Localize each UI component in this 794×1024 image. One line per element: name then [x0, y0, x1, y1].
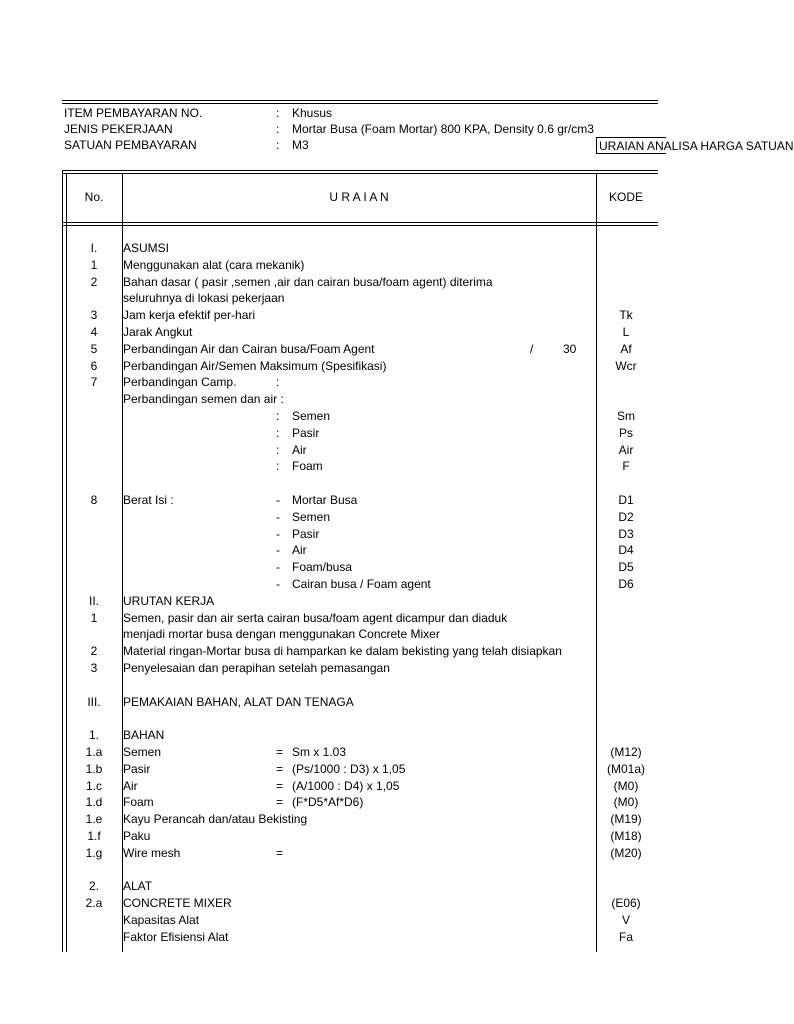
- row-description: menjadi mortar busa dengan menggunakan Concrete Mixer: [123, 627, 440, 641]
- row-description: Kapasitas Alat: [123, 913, 200, 927]
- row-number: 5: [90, 342, 98, 356]
- header-top-border-inner: [62, 103, 658, 104]
- row-description: Semen: [123, 745, 162, 759]
- row-description: URUTAN KERJA: [123, 594, 215, 608]
- row-sub-item: Air: [292, 443, 307, 457]
- row-code: D2: [618, 510, 634, 524]
- header-separator: :: [276, 122, 280, 136]
- col-header-no: No.: [84, 190, 104, 204]
- col-header-kode: KODE: [608, 190, 643, 204]
- row-separator: =: [276, 762, 284, 776]
- row-separator: =: [276, 846, 284, 860]
- row-number: 3: [90, 661, 98, 675]
- row-description: ASUMSI: [123, 241, 170, 255]
- row-code: D4: [618, 543, 634, 557]
- row-number: 1.d: [85, 795, 103, 809]
- row-separator: =: [276, 795, 284, 809]
- row-description: Perbandingan semen dan air :: [123, 392, 284, 406]
- row-number: 6: [90, 359, 98, 373]
- header-separator: :: [276, 106, 280, 120]
- row-number: 2: [90, 644, 98, 658]
- table-head-top-inner: [62, 173, 658, 174]
- row-code: Air: [618, 443, 634, 457]
- row-code: (M19): [610, 812, 642, 826]
- table-head-top: [62, 170, 658, 171]
- row-number: 2.: [88, 879, 99, 893]
- row-code: Af: [620, 342, 632, 356]
- header-value: Mortar Busa (Foam Mortar) 800 KPA, Density 0.6 gr/cm3: [292, 122, 594, 136]
- row-sub-item: (A/1000 : D4) x 1,05: [292, 779, 400, 793]
- row-sub-item: Cairan busa / Foam agent: [292, 577, 431, 591]
- row-number: III.: [87, 695, 101, 709]
- row-separator: :: [276, 426, 280, 440]
- row-sub-item: Semen: [292, 510, 331, 524]
- row-description: Paku: [123, 829, 151, 843]
- row-number: 7: [90, 375, 98, 389]
- row-code: D1: [618, 493, 634, 507]
- row-description: Menggunakan alat (cara mekanik): [123, 258, 305, 272]
- row-separator: :: [276, 409, 280, 423]
- row-code: Sm: [617, 409, 635, 423]
- row-description: Pasir: [123, 762, 151, 776]
- row-number: II.: [88, 594, 99, 608]
- row-separator: :: [276, 459, 280, 473]
- header-separator: :: [276, 138, 280, 152]
- row-description: Air: [123, 779, 138, 793]
- row-code: (M18): [610, 829, 642, 843]
- header-label: SATUAN PEMBAYARAN: [64, 138, 197, 152]
- header-value: M3: [292, 138, 309, 152]
- row-code: Ps: [618, 426, 633, 440]
- row-description: Berat Isi :: [123, 493, 174, 507]
- row-code: D5: [618, 560, 634, 574]
- row-number: 1.g: [85, 846, 103, 860]
- row-number: I.: [90, 241, 98, 255]
- row-number: 1: [90, 611, 98, 625]
- row-description: PEMAKAIAN BAHAN, ALAT DAN TENAGA: [123, 695, 354, 709]
- row-description: Perbandingan Air/Semen Maksimum (Spesifikasi): [123, 359, 387, 373]
- row-separator: -: [276, 560, 280, 574]
- row-sub-item: Semen: [292, 409, 331, 423]
- row-description: Kayu Perancah dan/atau Bekisting: [123, 812, 308, 826]
- ratio-separator: /: [530, 342, 534, 356]
- row-number: 1.: [88, 728, 99, 742]
- row-description: Perbandingan Camp.: [123, 375, 237, 389]
- row-description: Material ringan-Mortar busa di hamparkan ke dalam bekisting yang telah disiapkan: [123, 644, 562, 658]
- row-code: L: [622, 325, 630, 339]
- header-value: Khusus: [292, 106, 333, 120]
- row-description: CONCRETE MIXER: [123, 896, 232, 910]
- row-sub-item: Sm x 1.03: [292, 745, 347, 759]
- uraian-analisa-box: URAIAN ANALISA HARGA SATUAN: [596, 137, 666, 154]
- row-sub-item: Pasir: [292, 426, 320, 440]
- row-description: Penyelesaian dan perapihan setelah pemasangan: [123, 661, 390, 675]
- row-separator: :: [276, 443, 280, 457]
- row-number: 1.f: [87, 829, 101, 843]
- row-separator: =: [276, 779, 284, 793]
- row-description: Foam: [123, 795, 154, 809]
- table-head-bottom-inner: [62, 225, 658, 226]
- row-code: (M01a): [606, 762, 645, 776]
- row-description: Jarak Angkut: [123, 325, 193, 339]
- row-description: Jam kerja efektif per-hari: [123, 308, 256, 322]
- row-separator: -: [276, 543, 280, 557]
- row-sub-item: Foam: [292, 459, 323, 473]
- row-description: Faktor Efisiensi Alat: [123, 930, 229, 944]
- row-sub-item: (F*D5*Af*D6): [292, 795, 364, 809]
- row-code: (M20): [610, 846, 642, 860]
- row-code: Tk: [619, 308, 633, 322]
- row-description: Semen, pasir dan air serta cairan busa/foam agent dicampur dan diaduk: [123, 611, 508, 625]
- row-separator: -: [276, 527, 280, 541]
- row-description: ALAT: [123, 879, 153, 893]
- row-description: seluruhnya di lokasi pekerjaan: [123, 291, 285, 305]
- row-sub-item: Mortar Busa: [292, 493, 358, 507]
- row-code: (M0): [613, 779, 639, 793]
- row-sub-item: Foam/busa: [292, 560, 353, 574]
- row-number: 1.e: [85, 812, 103, 826]
- row-sub-item: Air: [292, 543, 307, 557]
- row-code: Fa: [618, 930, 633, 944]
- row-separator: :: [276, 375, 280, 389]
- row-number: 1.a: [85, 745, 103, 759]
- row-code: (M12): [610, 745, 642, 759]
- row-code: V: [621, 913, 630, 927]
- row-code: (E06): [611, 896, 641, 910]
- row-number: 2: [90, 275, 98, 289]
- row-separator: =: [276, 745, 284, 759]
- row-description: Perbandingan Air dan Cairan busa/Foam Agent: [123, 342, 375, 356]
- row-description: Bahan dasar ( pasir ,semen ,air dan cairan busa/foam agent) diterima: [123, 275, 493, 289]
- row-description: Wire mesh: [123, 846, 181, 860]
- row-code: F: [622, 459, 630, 473]
- row-separator: -: [276, 510, 280, 524]
- table-head-bottom: [62, 222, 658, 223]
- header-label: JENIS PEKERJAAN: [64, 122, 173, 136]
- row-number: 1: [90, 258, 98, 272]
- left-border-outer: [62, 170, 63, 952]
- row-code: Wcr: [615, 359, 637, 373]
- row-separator: -: [276, 577, 280, 591]
- row-number: 1.b: [85, 762, 103, 776]
- row-number: 4: [90, 325, 98, 339]
- row-sub-item: (Ps/1000 : D3) x 1,05: [292, 762, 406, 776]
- header-top-border: [62, 100, 658, 101]
- row-number: 3: [90, 308, 98, 322]
- row-number: 1.c: [85, 779, 102, 793]
- row-code: D3: [618, 527, 634, 541]
- header-label: ITEM PEMBAYARAN NO.: [64, 106, 203, 120]
- row-description: BAHAN: [123, 728, 165, 742]
- row-number: 2.a: [85, 896, 103, 910]
- row-code: (M0): [613, 795, 639, 809]
- row-separator: -: [276, 493, 280, 507]
- row-number: 8: [90, 493, 98, 507]
- ratio-value: 30: [563, 342, 577, 356]
- row-code: D6: [618, 577, 634, 591]
- row-sub-item: Pasir: [292, 527, 320, 541]
- col-header-uraian: U R A I A N: [329, 190, 389, 204]
